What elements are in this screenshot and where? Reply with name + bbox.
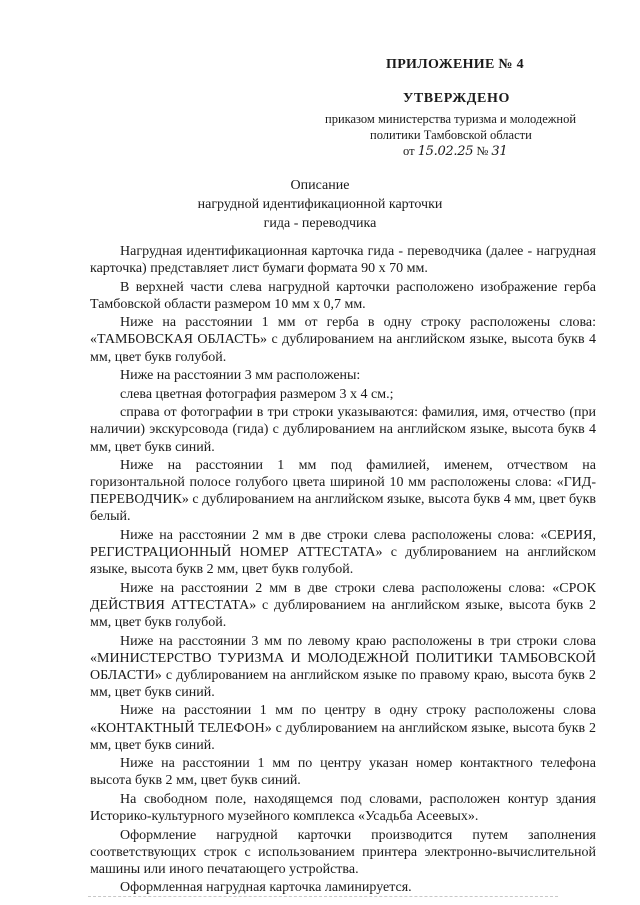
paragraph: Ниже на расстоянии 3 мм расположены: [120,368,361,384]
paragraph: слева цветная фотография размером 3 х 4 см.; [120,386,394,402]
paragraph: В верхней части слева нагрудной карточки расположено изображение герба Тамбовской области размером 10 мм х 0,7 мм. [90,279,596,312]
paragraph: Оформленная нагрудная карточка ламинируется. [120,880,412,896]
paragraph: Ниже на расстоянии 1 мм по центру в одну строку расположены слова «КОНТАКТНЫЙ ТЕЛЕФОН» с дублированием на английском языке, высота букв 2 мм, цвет букв синий. [90,703,596,753]
order-date-number-line [403,144,507,159]
page-bottom-divider [88,896,558,897]
order-number-handwritten: 31 [491,144,508,159]
order-issuer-line-1: приказом министерства туризма и молодежной [325,112,577,126]
heading-line-3: гида - переводчика [263,216,377,231]
paragraph: Оформление нагрудной карточки производится путем заполнения соответствующих строк с использованием принтера электронно-вычислительной машины или иного печатающего устройства. [90,827,596,877]
heading-line-2: нагрудной идентификационной карточки [197,197,443,212]
paragraph: справа от фотографии в три строки указываются: фамилия, имя, отчество (при наличии) экскурсовода (гида) с дублированием на английском языке, высота букв 4 мм, цвет букв синий. [90,405,596,455]
paragraph: Ниже на расстоянии 2 мм в две строки слева расположены слова: «СЕРИЯ, РЕГИСТРАЦИОННЫЙ НОМЕР АТТЕСТАТА» с дублированием на английском языке, высота букв 2 мм, цвет букв голубой. [90,528,596,578]
order-date-prefix: от [403,144,415,158]
document-body [90,243,596,898]
appendix-number: ПРИЛОЖЕНИЕ № 4 [386,57,524,72]
order-number-prefix: № [476,144,489,158]
heading-line-1: Описание [290,178,350,193]
paragraph: Ниже на расстоянии 1 мм от герба в одну строку расположены слова: «ТАМБОВСКАЯ ОБЛАСТЬ» с дублированием на английском языке, высота букв 4 мм, цвет букв голубой. [90,315,596,365]
order-date-handwritten: 15.02.25 [417,144,474,159]
paragraph: Ниже на расстоянии 1 мм по центру указан номер контактного телефона высота букв 2 мм, цвет букв синий. [90,756,596,789]
paragraph: На свободном поле, находящемся под словами, расположен контур здания Историко-культурного музейного комплекса «Усадьба Асеевых». [90,791,596,824]
paragraph: Нагрудная идентификационная карточка гида - переводчика (далее - нагрудная карточка) представляет лист бумаги формата 90 х 70 мм. [90,244,596,277]
paragraph: Ниже на расстоянии 1 мм под фамилией, именем, отчеством на горизонтальной полосе голубого цвета шириной 10 мм расположены слова: «ГИД-ПЕРЕВОДЧИК» с дублированием на английском языке, высота букв 4 мм, цвет букв белый. [90,458,596,525]
paragraph: Ниже на расстоянии 3 мм по левому краю расположены в три строки слова «МИНИСТЕРСТВО ТУРИЗМА И МОЛОДЕЖНОЙ ПОЛИТИКИ ТАМБОВСКОЙ ОБЛАСТИ» с дублированием на английском языке по правому краю, высота букв 2 мм, цвет букв синий. [90,633,596,700]
paragraph: Ниже на расстоянии 2 мм в две строки слева расположены слова: «СРОК ДЕЙСТВИЯ АТТЕСТАТА» с дублированием на английском языке, высота букв 2 мм, цвет букв голубой. [90,580,596,630]
approval-stamp-title: УТВЕРЖДЕНО [403,91,510,106]
order-issuer-line-2: политики Тамбовской области [370,128,532,142]
